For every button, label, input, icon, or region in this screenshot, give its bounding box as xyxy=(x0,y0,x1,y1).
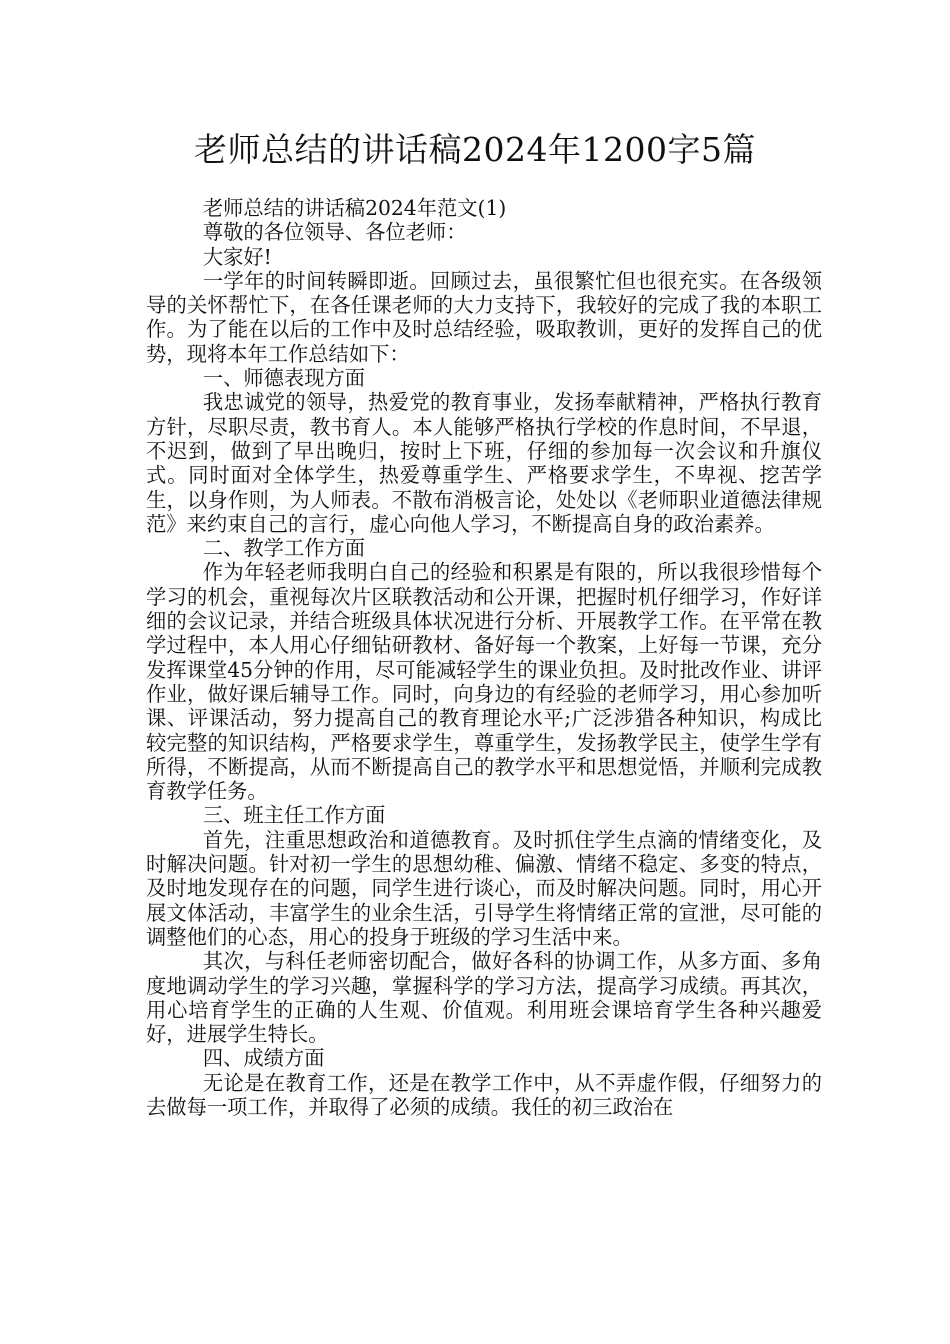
intro-paragraph: 一学年的时间转瞬即逝。回顾过去，虽很繁忙但也很充实。在各级领导的关怀帮忙下，在各任课老师的大力支持下，我较好的完成了我的本职工作。为了能在以后的工作中及时总结经验，吸取教训，更好的发挥自己的优势，现将本年工作总结如下： xyxy=(146,268,822,366)
class-teacher-paragraph-1: 首先，注重思想政治和道德教育。及时抓住学生点滴的情绪变化，及时解决问题。针对初一学生的思想幼稚、偏激、情绪不稳定、多变的特点，及时地发现存在的问题，同学生进行谈心，而及时解决问题。同时，用心开展文体活动，丰富学生的业余生活，引导学生将情绪正常的宣泄，尽可能的调整他们的心态，用心的投身于班级的学习生活中来。 xyxy=(146,827,822,949)
heading-achievements: 四、成绩方面 xyxy=(202,1046,325,1071)
heading-class-teacher: 三、班主任工作方面 xyxy=(202,803,386,828)
class-teacher-paragraph-2: 其次，与科任老师密切配合，做好各科的协调工作，从多方面、多角度地调动学生的学习兴趣，掌握科学的学习方法，提高学习成绩。再其次，用心培育学生的正确的人生观、价值观。利用班会课培育学生各种兴趣爱好，进展学生特长。 xyxy=(146,949,822,1047)
section-subtitle: 老师总结的讲话稿2024年范文(1) xyxy=(202,196,507,220)
achievements-paragraph: 无论是在教育工作，还是在教学工作中，从不弄虚作假，仔细努力的去做每一项工作，并取得了必须的成绩。我任的初三政治在 xyxy=(146,1070,822,1119)
document-title: 老师总结的讲话稿2024年1200字5篇 xyxy=(194,130,756,169)
greeting: 大家好! xyxy=(202,244,272,269)
ethics-paragraph: 我忠诚党的领导，热爱党的教育事业，发扬奉献精神，严格执行教育方针，尽职尽责，教书育人。本人能够严格执行学校的作息时间，不早退，不迟到，做到了早出晚归，按时上下班，仔细的参加每一次会议和升旗仪式。同时面对全体学生，热爱尊重学生、严格要求学生，不卑视、挖苦学生，以身作则，为人师表。不散布消极言论，处处以《老师职业道德法律规范》来约束自己的言行，虚心向他人学习，不断提高自身的政治素养。 xyxy=(146,390,822,536)
teaching-paragraph: 作为年轻老师我明白自己的经验和积累是有限的，所以我很珍惜每个学习的机会，重视每次片区联教活动和公开课，把握时机仔细学习，作好详细的会议记录，并结合班级具体状况进行分析、开展教学工作。在平常在教学过程中，本人用心仔细钻研教材、备好每一个教案，上好每一节课，充分发挥课堂45分钟的作用，尽可能减轻学生的课业负担。及时批改作业、讲评作业，做好课后辅导工作。同时，向身边的有经验的老师学习，用心参加听课、评课活动，努力提高自己的教育理论水平;广泛涉猎各种知识，构成比较完整的知识结构，严格要求学生，尊重学生，发扬教学民主，使学生学有所得，不断提高，从而不断提高自己的教学水平和思想觉悟，并顺利完成教育教学任务。 xyxy=(146,560,822,804)
document-body xyxy=(146,196,822,1119)
heading-ethics: 一、师德表现方面 xyxy=(202,366,366,391)
salutation: 尊敬的各位领导、各位老师： xyxy=(202,220,467,245)
heading-teaching: 二、教学工作方面 xyxy=(202,536,366,561)
